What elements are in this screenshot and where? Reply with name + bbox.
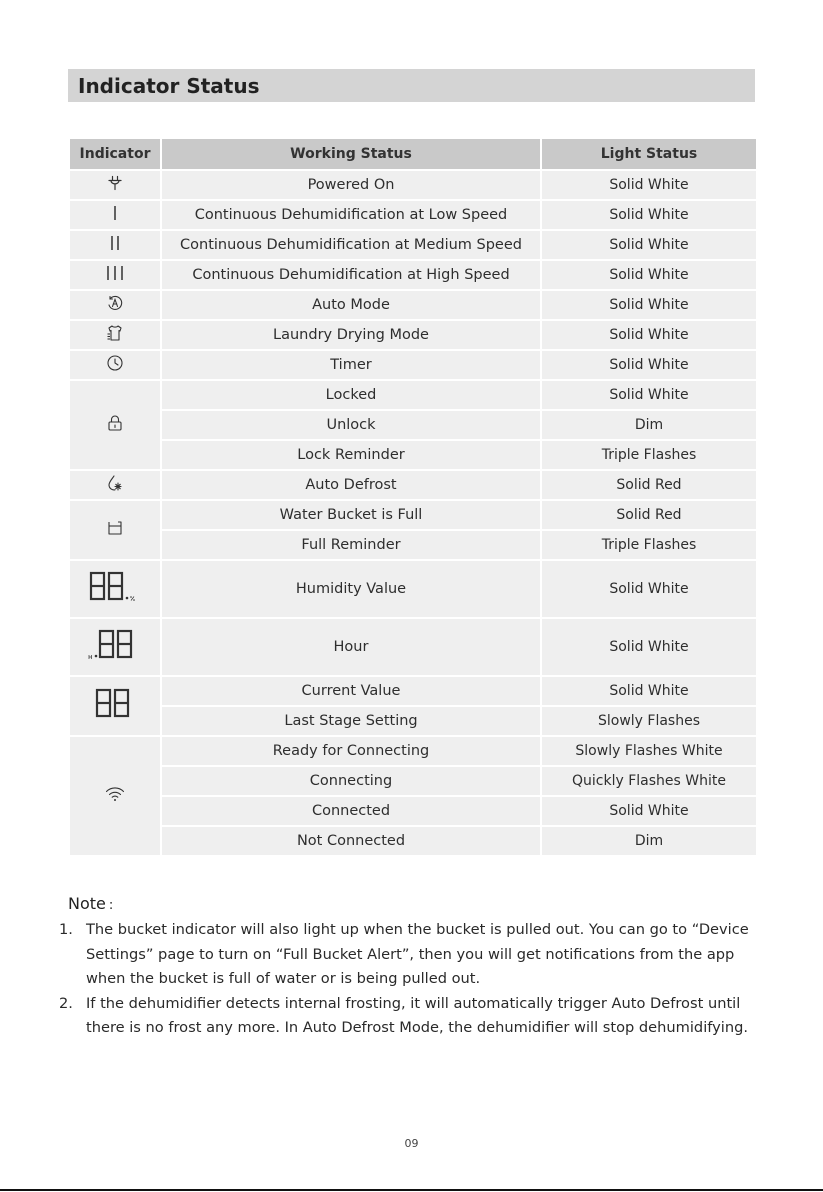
page-number: 09 bbox=[404, 1137, 419, 1150]
header-indicator: Indicator bbox=[70, 139, 160, 171]
indicator-cell bbox=[70, 501, 160, 561]
working-status-cell: Lock Reminder bbox=[162, 441, 540, 471]
auto-mode-icon bbox=[106, 294, 124, 312]
lock-icon bbox=[106, 414, 124, 432]
indicator-cell bbox=[70, 381, 160, 471]
table-row bbox=[70, 321, 756, 351]
table-row bbox=[70, 171, 756, 201]
light-status-cell: Solid White bbox=[542, 381, 756, 411]
indicator-cell bbox=[70, 737, 160, 857]
light-status-cell: Solid White bbox=[542, 171, 756, 201]
working-status-cell: Auto Mode bbox=[162, 291, 540, 321]
table-row bbox=[70, 827, 756, 857]
indicator-cell bbox=[70, 291, 160, 321]
digits-icon bbox=[93, 685, 137, 723]
clock-icon bbox=[106, 354, 124, 372]
table-row bbox=[70, 531, 756, 561]
indicator-cell bbox=[70, 351, 160, 381]
light-status-cell: Solid White bbox=[542, 261, 756, 291]
light-status-cell: Solid White bbox=[542, 351, 756, 381]
header-working-status: Working Status bbox=[162, 139, 540, 171]
light-status-cell: Slowly Flashes White bbox=[542, 737, 756, 767]
speed-high-icon bbox=[105, 264, 125, 282]
list-item bbox=[59, 992, 769, 1041]
indicator-cell bbox=[70, 261, 160, 291]
indicator-cell bbox=[70, 471, 160, 501]
light-status-cell: Solid Red bbox=[542, 471, 756, 501]
indicator-cell bbox=[70, 231, 160, 261]
digits-hour-icon bbox=[87, 625, 143, 665]
note-text: The bucket indicator will also light up when the bucket is pulled out. You can go to “Device Settings” page to turn on “Full Bucket Alert”, then you will get notifications from the app when the bucket is full of water or is being pulled out. bbox=[86, 921, 749, 987]
wifi-icon bbox=[105, 786, 125, 802]
working-status-cell: Last Stage Setting bbox=[162, 707, 540, 737]
digits-humidity-icon bbox=[87, 567, 143, 607]
table-row bbox=[70, 291, 756, 321]
light-status-cell: Triple Flashes bbox=[542, 441, 756, 471]
table-row bbox=[70, 561, 756, 619]
light-status-cell: Dim bbox=[542, 411, 756, 441]
working-status-cell: Connecting bbox=[162, 767, 540, 797]
table-row bbox=[70, 351, 756, 381]
working-status-cell: Continuous Dehumidification at Low Speed bbox=[162, 201, 540, 231]
bucket-icon bbox=[106, 519, 124, 537]
working-status-cell: Powered On bbox=[162, 171, 540, 201]
working-status-cell: Hour bbox=[162, 619, 540, 677]
table-row bbox=[70, 411, 756, 441]
light-status-cell: Solid White bbox=[542, 797, 756, 827]
working-status-cell: Not Connected bbox=[162, 827, 540, 857]
note-title-colon: : bbox=[108, 898, 114, 913]
laundry-icon bbox=[106, 324, 124, 342]
working-status-cell: Connected bbox=[162, 797, 540, 827]
indicator-cell bbox=[70, 171, 160, 201]
light-status-cell: Triple Flashes bbox=[542, 531, 756, 561]
table-row bbox=[70, 737, 756, 767]
indicator-cell bbox=[70, 677, 160, 737]
note-text: If the dehumidifier detects internal frosting, it will automatically trigger Auto Defrost until there is no frost any more. In Auto Defrost Mode, the dehumidifier will stop dehumidifying. bbox=[86, 994, 748, 1036]
header-light-status: Light Status bbox=[542, 139, 756, 171]
section-header bbox=[68, 69, 755, 102]
table-row bbox=[70, 441, 756, 471]
note-number: 2. bbox=[59, 994, 73, 1012]
indicator-cell bbox=[70, 201, 160, 231]
defrost-icon bbox=[106, 474, 124, 492]
light-status-cell: Solid White bbox=[542, 677, 756, 707]
table-row bbox=[70, 677, 756, 707]
working-status-cell: Timer bbox=[162, 351, 540, 381]
working-status-cell: Ready for Connecting bbox=[162, 737, 540, 767]
indicator-cell bbox=[70, 561, 160, 619]
note-title bbox=[68, 894, 113, 913]
light-status-cell: Solid White bbox=[542, 231, 756, 261]
table-row bbox=[70, 381, 756, 411]
bottom-divider bbox=[0, 1189, 823, 1191]
indicator-status-table bbox=[68, 139, 758, 857]
working-status-cell: Current Value bbox=[162, 677, 540, 707]
table-row bbox=[70, 619, 756, 677]
working-status-cell: Water Bucket is Full bbox=[162, 501, 540, 531]
working-status-cell: Humidity Value bbox=[162, 561, 540, 619]
working-status-cell: Auto Defrost bbox=[162, 471, 540, 501]
section-title: Indicator Status bbox=[78, 73, 260, 98]
indicator-cell bbox=[70, 321, 160, 351]
table-row bbox=[70, 231, 756, 261]
working-status-cell: Full Reminder bbox=[162, 531, 540, 561]
table-row bbox=[70, 471, 756, 501]
indicator-cell bbox=[70, 619, 160, 677]
light-status-cell: Solid White bbox=[542, 321, 756, 351]
working-status-cell: Unlock bbox=[162, 411, 540, 441]
light-status-cell: Quickly Flashes White bbox=[542, 767, 756, 797]
light-status-cell: Solid White bbox=[542, 561, 756, 619]
speed-low-icon bbox=[107, 204, 123, 222]
light-status-cell: Solid White bbox=[542, 201, 756, 231]
notes-list bbox=[59, 918, 769, 1041]
table-header-row bbox=[70, 139, 756, 171]
working-status-cell: Locked bbox=[162, 381, 540, 411]
light-status-cell: Slowly Flashes bbox=[542, 707, 756, 737]
working-status-cell: Continuous Dehumidification at High Speed bbox=[162, 261, 540, 291]
list-item bbox=[59, 918, 769, 992]
light-status-cell: Dim bbox=[542, 827, 756, 857]
light-status-cell: Solid White bbox=[542, 291, 756, 321]
speed-medium-icon bbox=[107, 234, 123, 252]
table-row bbox=[70, 261, 756, 291]
table-row bbox=[70, 501, 756, 531]
working-status-cell: Continuous Dehumidification at Medium Speed bbox=[162, 231, 540, 261]
table-row bbox=[70, 707, 756, 737]
note-title-text: Note bbox=[68, 894, 106, 913]
note-number: 1. bbox=[59, 921, 73, 938]
table-row bbox=[70, 797, 756, 827]
plug-icon bbox=[107, 175, 123, 191]
table-row bbox=[70, 201, 756, 231]
table-row bbox=[70, 767, 756, 797]
light-status-cell: Solid Red bbox=[542, 501, 756, 531]
working-status-cell: Laundry Drying Mode bbox=[162, 321, 540, 351]
light-status-cell: Solid White bbox=[542, 619, 756, 677]
